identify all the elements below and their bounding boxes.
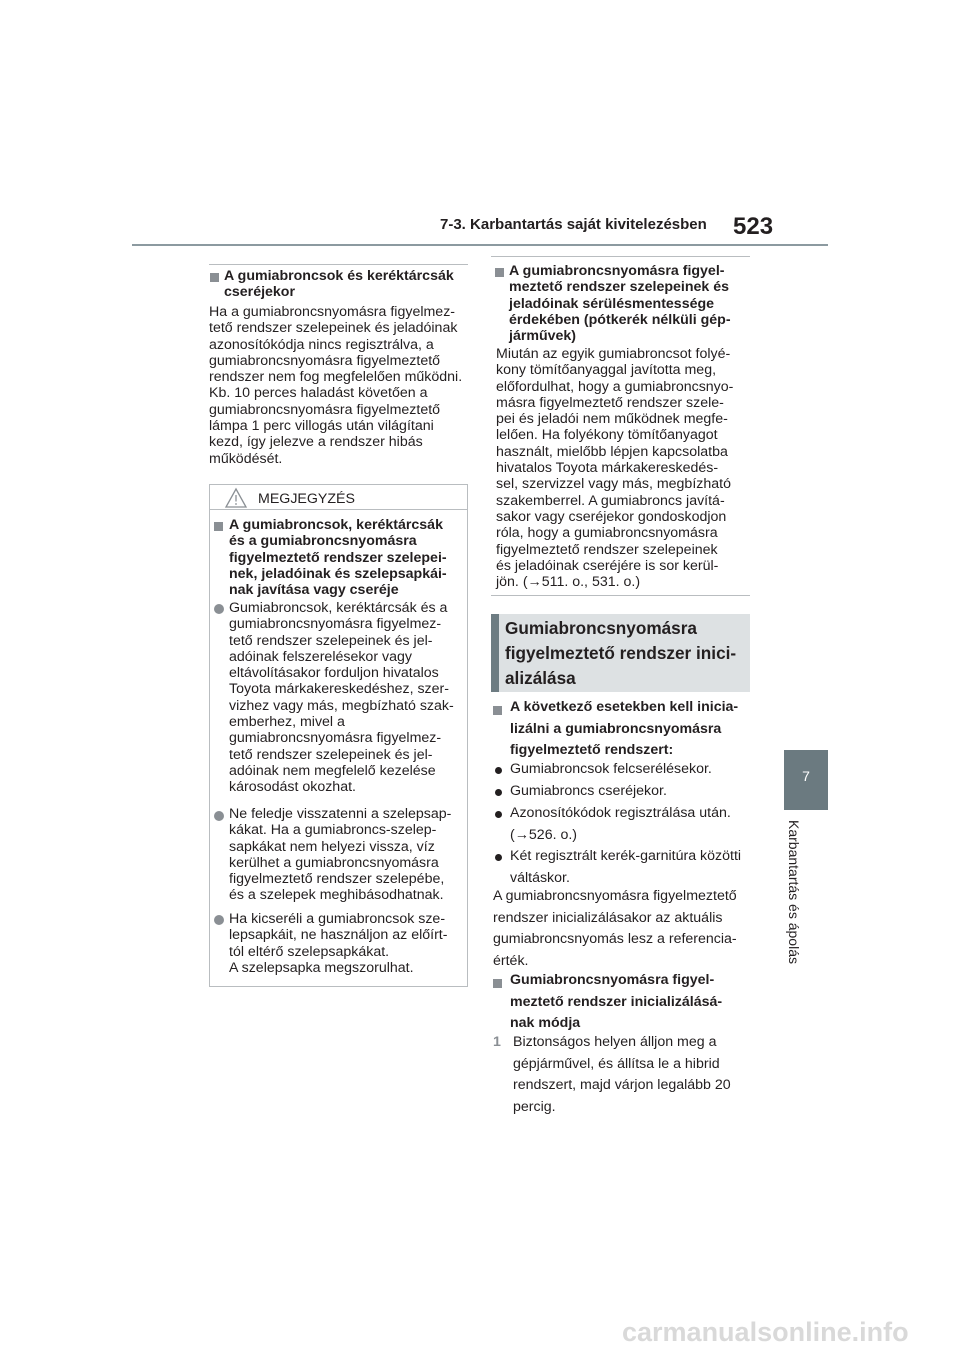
warning-icon — [224, 487, 248, 509]
step-number: 1 — [493, 1034, 501, 1050]
bullet-dot-icon — [495, 767, 502, 774]
bullet-item: Két regisztrált kerék-garnitúra közötti váltáskor. — [510, 848, 742, 886]
notice-bullet-2: Ne feledje visszatenni a szelepsap- kákat. Ha a gumiabroncs-szelep- sapkákat nem helyezi vissza, víz kerülhet a gumiabroncsnyomásra figyelmeztető rendszer szelepébe, és a szelepek meghibásodhatnak. — [229, 806, 452, 904]
init-heading: A következő esetekben kell inicia- lizálni a gumiabroncsnyomásra figyelmeztető rendszert: — [510, 699, 739, 759]
notice-divider — [209, 509, 468, 510]
header-rule — [132, 244, 828, 246]
bullet-item: Gumiabroncsok felcserélésekor. — [510, 761, 712, 777]
left-top-rule — [209, 264, 468, 265]
chapter-number: 7 — [802, 768, 810, 784]
bullet-dot-icon — [495, 854, 502, 861]
init-paragraph: A gumiabroncsnyomásra figyelmeztető rendszer inicializálásakor az aktuális gumiabroncsnyomás lesz a referencia- érték. — [493, 888, 737, 969]
square-bullet-icon — [210, 273, 219, 282]
chapter-label: Karbantartás és ápolás — [786, 820, 802, 964]
right-body: Miután az egyik gumiabroncsot folyé- kony tömítőanyaggal javította meg, előfordulhat, hogy a gumiabroncsnyo- másra figyelmeztető rendszer szele- pei és jeladói nem működnek megfe- lelően. Ha folyékony tömítőanyagot használt, mielőbb lépjen kapcsolatba hivatalos Toyota márkakereskedés- sel, szervizzel vagy más, megbízható szakemberrel. A gumiabroncs javítá- sakor vagy cseréjekor gondoskodjon róla, hogy a gumiabroncsnyomásra figyelmeztető rendszer szelepeinek és jeladóinak cseréjére is sor kerül- jön. (→511. o., 531. o.) — [496, 346, 734, 591]
section-title: 7-3. Karbantartás saját kivitelezésben — [440, 216, 707, 233]
notice-bullet-1: Gumiabroncsok, keréktárcsák és a gumiabroncsnyomásra figyelmez- tető rendszer szelepeinek és jel- adóinak felszerelésekor vagy eltávolításakor forduljon hivatalos Toyota márkakereskedéshez, szer- vizhez vagy más, megbízható szak- emberhez, mivel a gumiabroncsnyomásra figyelmez- tető rendszer szelepeinek és jel- adóinak nem megfelelő kezelése károsodást okozhat. — [229, 600, 454, 796]
bullet-dot-icon — [495, 811, 502, 818]
page-number: 523 — [733, 213, 774, 240]
notice-bullet-3: Ha kicseréli a gumiabroncsok sze- lepsapkáit, ne használjon az előírt- tól eltérő szelepsapkákat. A szelepsapka megszorulhat. — [229, 911, 448, 976]
notice-heading: A gumiabroncsok, keréktárcsák és a gumiabroncsnyomásra figyelmeztető rendszer szelepei- nek, jeladóinak és szelepsapkái- nak javítása vagy cseréje — [229, 517, 447, 599]
right-heading: A gumiabroncsnyomásra figyel- meztető rendszer szelepeinek és jeladóinak sérülésmentessége érdekében (pótkerék nélküli gép- járművek) — [509, 263, 731, 345]
method-heading: Gumiabroncsnyomásra figyel- meztető rendszer inicializálásá- nak módja — [510, 972, 723, 1032]
notice-title: MEGJEGYZÉS — [258, 491, 355, 507]
left-heading: A gumiabroncsok és keréktárcsák cseréjekor — [224, 268, 454, 301]
step-text: Biztonságos helyen álljon meg a gépjárművel, és állítsa le a hibrid rendszert, majd várjon legalább 20 percig. — [513, 1034, 731, 1115]
square-bullet-icon — [495, 268, 504, 277]
bullet-item: Gumiabroncs cseréjekor. — [510, 783, 667, 799]
round-bullet-icon — [214, 915, 224, 925]
square-bullet-icon — [214, 522, 223, 531]
round-bullet-icon — [214, 604, 224, 614]
round-bullet-icon — [214, 811, 224, 821]
square-bullet-icon — [493, 979, 502, 988]
square-bullet-icon — [493, 706, 502, 715]
watermark: carmanualsonline.info — [622, 1317, 909, 1347]
right-bottom-rule — [491, 595, 750, 596]
bullet-item: Azonosítókódok regisztrálása után. (→526. o.) — [510, 805, 731, 843]
right-top-rule — [491, 256, 750, 257]
bullet-dot-icon — [495, 789, 502, 796]
left-body: Ha a gumiabroncsnyomásra figyelmez- tető rendszer szelepeinek és jeladóinak azonosítókódja nincs regisztrálva, a gumiabroncsnyomásra figyelmeztető rendszer nem fog megfelelően működni. Kb. 10 perces haladást követően a gumiabroncsnyomásra figyelmeztető lámpa 1 perc villogás után világítani kezd, így jelezve a rendszer hibás működését. — [209, 304, 463, 467]
section-heading: Gumiabroncsnyomásra figyelmeztető rendszer inici- alizálása — [505, 618, 737, 688]
